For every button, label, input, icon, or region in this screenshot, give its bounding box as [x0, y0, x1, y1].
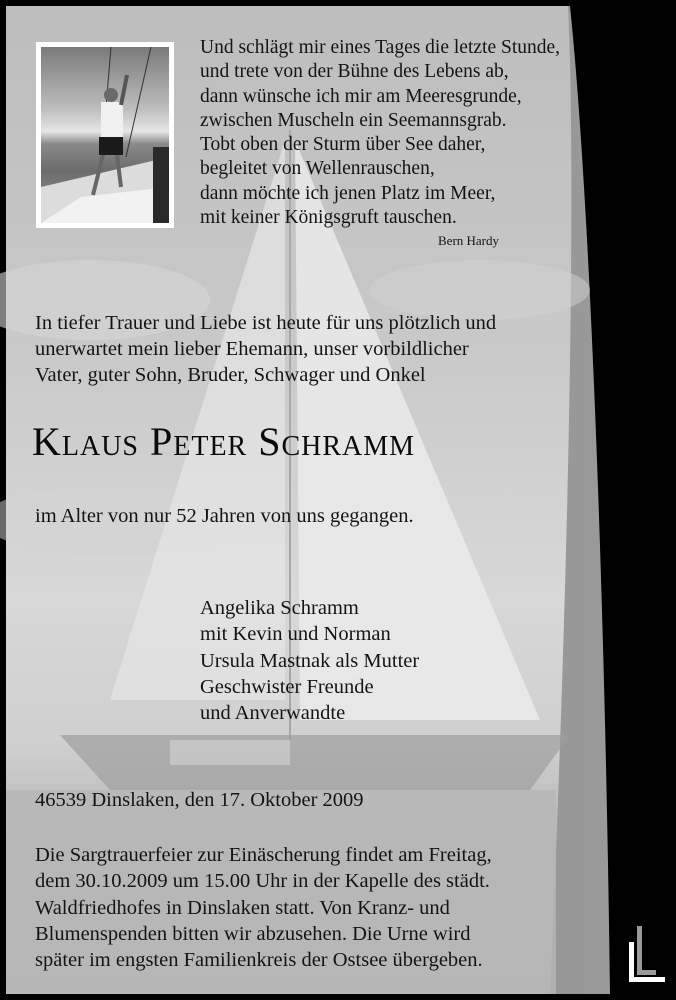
intro-line: unerwartet mein lieber Ehemann, unser vorbildlicher — [35, 338, 469, 360]
mourner-line: Ursula Mastnak als Mutter — [200, 649, 420, 672]
deceased-name: Klaus Peter Schramm — [32, 419, 416, 464]
age-line: im Alter von nur 52 Jahren von uns gegangen. — [35, 505, 414, 527]
poem — [200, 36, 560, 230]
mourners-list — [200, 595, 419, 726]
poem-line: begleitet von Wellenrauschen, — [200, 158, 435, 180]
poem-line: Tobt oben der Sturm über See daher, — [200, 134, 486, 156]
mourner-line: mit Kevin und Norman — [200, 623, 391, 646]
poem-line: und trete von der Bühne des Lebens ab, — [200, 61, 509, 83]
poem-author: Bern Hardy — [438, 233, 500, 248]
service-line: Blumenspenden bitten wir abzusehen. Die Urne wird — [35, 922, 471, 945]
service-details — [35, 842, 492, 973]
service-line: dem 30.10.2009 um 15.00 Uhr in der Kapelle des städt. — [35, 870, 490, 893]
poem-line: dann wünsche ich mir am Meeresgrunde, — [200, 85, 522, 107]
mourner-line: Geschwister Freunde — [200, 675, 374, 698]
mourner-line: und Anverwandte — [200, 702, 346, 725]
intro-line: In tiefer Trauer und Liebe ist heute für uns plötzlich und — [35, 312, 497, 334]
man-on-sailboat-image — [41, 47, 169, 223]
mourner-line: Angelika Schramm — [200, 597, 359, 619]
portrait-photo-frame — [36, 42, 174, 228]
service-line: Die Sargtrauerfeier zur Einäscherung findet am Freitag, — [35, 844, 492, 866]
place-date: 46539 Dinslaken, den 17. Oktober 2009 — [35, 789, 364, 811]
intro-line: Vater, guter Sohn, Bruder, Schwager und Onkel — [35, 364, 426, 386]
poem-line: mit keiner Königsgruft tauschen. — [200, 207, 457, 229]
portrait-photo — [41, 47, 169, 223]
publisher-l-logo-icon — [629, 926, 665, 982]
poem-line: zwischen Muscheln ein Seemannsgrab. — [200, 109, 507, 131]
service-line: Waldfriedhofes in Dinslaken statt. Von Kranz- und — [35, 896, 450, 919]
service-line: später im engsten Familienkreis der Ostsee übergeben. — [35, 949, 483, 972]
intro-text — [35, 310, 496, 388]
poem-line: Und schlägt mir eines Tages die letzte Stunde, — [200, 37, 561, 58]
poem-line: dann möchte ich jenen Platz im Meer, — [200, 182, 496, 204]
